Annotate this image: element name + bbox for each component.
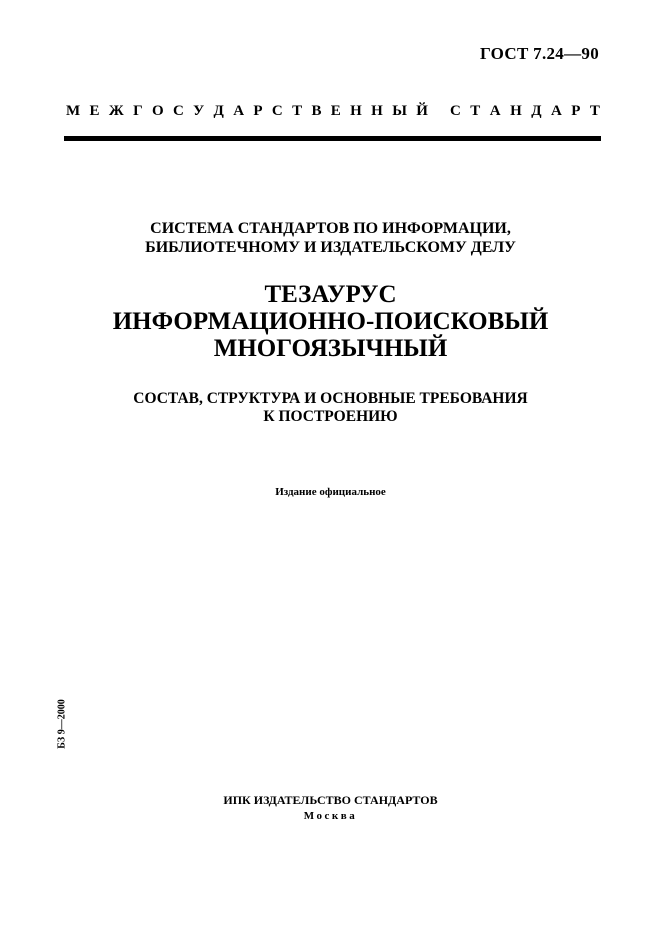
document-subtitle-line: К ПОСТРОЕНИЮ	[263, 408, 398, 425]
series-title-line: БИБЛИОТЕЧНОМУ И ИЗДАТЕЛЬСКОМУ ДЕЛУ	[145, 239, 516, 256]
heading-letter: Р	[253, 103, 263, 119]
heading-letter: А	[233, 103, 245, 119]
interstate-standard-heading	[66, 103, 600, 120]
heading-letter: С	[172, 103, 184, 119]
heading-letter: Н	[350, 103, 362, 119]
document-title	[0, 281, 661, 362]
heading-letter: Т	[470, 103, 481, 119]
document-title-line: ИНФОРМАЦИОННО-ПОИСКОВЫЙ	[112, 308, 549, 335]
heading-letter: Ы	[392, 103, 407, 119]
heading-letter: Д	[213, 103, 224, 119]
heading-letter: С	[271, 103, 283, 119]
heading-letter: М	[66, 103, 81, 119]
heading-letter: Д	[531, 103, 542, 119]
heading-letter: Г	[133, 103, 143, 119]
heading-letter: А	[489, 103, 501, 119]
heading-letter: Е	[89, 103, 100, 119]
document-subtitle	[0, 390, 661, 426]
interstate-word	[66, 103, 428, 120]
heading-letter: Н	[371, 103, 383, 119]
heading-letter: Ж	[108, 103, 124, 119]
header-rule	[64, 136, 601, 141]
edition-note: Издание официальное	[275, 486, 386, 498]
side-note: БЗ 9—2000	[56, 699, 68, 749]
heading-letter: А	[550, 103, 562, 119]
publisher-city: Москва	[303, 810, 358, 822]
heading-letter: Т	[292, 103, 303, 119]
heading-letter: С	[450, 103, 461, 119]
heading-letter: Е	[330, 103, 341, 119]
side-note-wrapper	[52, 693, 72, 755]
publisher-name: ИПК ИЗДАТЕЛЬСТВО СТАНДАРТОВ	[223, 793, 438, 807]
standard-code: ГОСТ 7.24—90	[479, 44, 599, 63]
series-title-line: СИСТЕМА СТАНДАРТОВ ПО ИНФОРМАЦИИ,	[150, 220, 511, 237]
series-title	[0, 219, 661, 257]
document-title-line: ТЕЗАУРУС	[264, 281, 397, 308]
heading-letter: Р	[571, 103, 581, 119]
heading-letter: В	[311, 103, 322, 119]
heading-letter: У	[193, 103, 205, 119]
heading-letter: Й	[416, 103, 428, 119]
heading-letter: Н	[510, 103, 522, 119]
heading-letter: О	[151, 103, 164, 119]
document-subtitle-line: СОСТАВ, СТРУКТУРА И ОСНОВНЫЕ ТРЕБОВАНИЯ	[133, 390, 528, 407]
standard-word	[450, 103, 600, 120]
heading-letter: Т	[589, 103, 600, 119]
document-title-line: МНОГОЯЗЫЧНЫЙ	[213, 335, 448, 362]
